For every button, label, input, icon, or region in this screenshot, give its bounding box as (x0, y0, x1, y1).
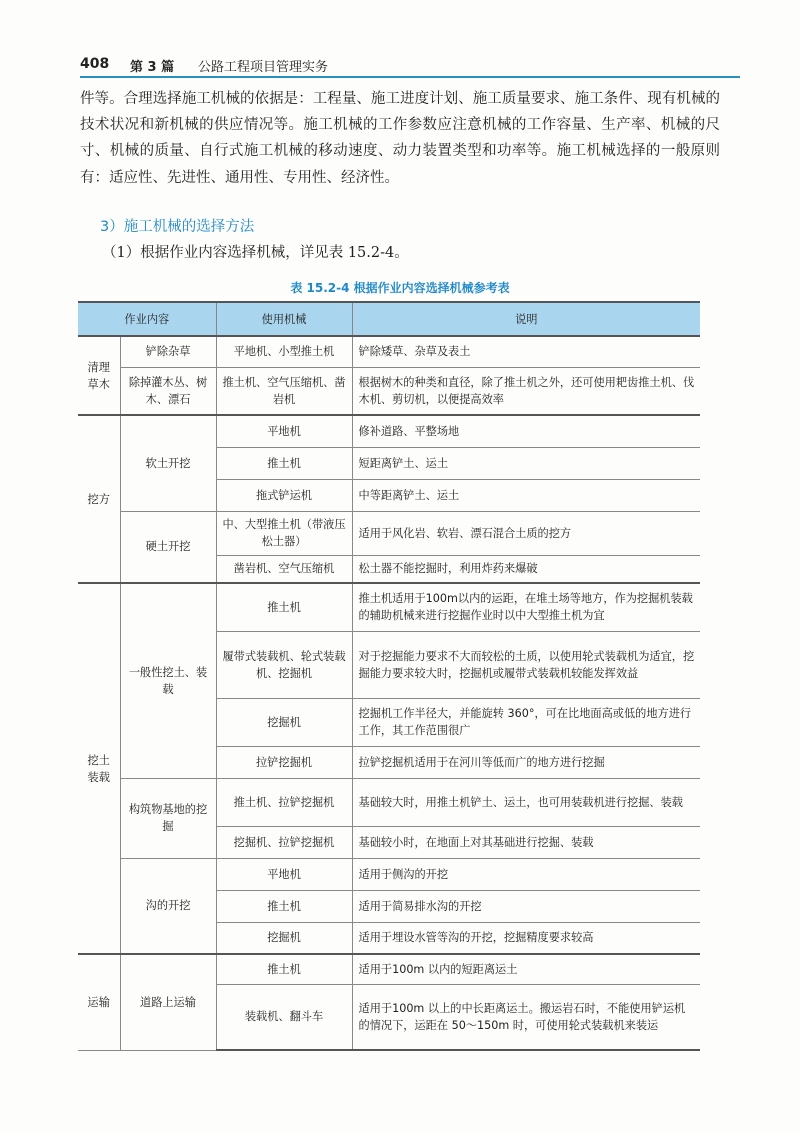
desc-cell: 适用于100m 以上的中长距离运土。搬运岩石时，不能使用铲运机的情况下，运距在 50～150m 时，可使用轮式装载机来装运 (352, 984, 700, 1050)
header-rule (80, 76, 740, 78)
machine-cell: 推土机 (216, 447, 352, 479)
table-title: 表 15.2-4 根据作业内容选择机械参考表 (290, 281, 510, 295)
group-clearing: 清理草木 (78, 336, 120, 415)
sub-cell: 铲除杂草 (120, 336, 216, 367)
table-row (78, 858, 700, 890)
desc-cell: 修补道路、平整场地 (352, 415, 700, 447)
desc-cell: 适用于侧沟的开挖 (352, 858, 700, 890)
desc-cell: 对于挖掘能力要求不大而较松的土质，以使用轮式装载机为适宜，挖掘能力要求较大时，挖掘机或履带式装载机较能发挥效益 (352, 631, 700, 698)
table-row (78, 367, 700, 415)
machine-cell: 推土机 (216, 954, 352, 984)
header-desc: 说明 (352, 302, 700, 336)
table-row (78, 336, 700, 367)
body-paragraph: 件等。合理选择施工机械的依据是：工程量、施工进度计划、施工质量要求、施工条件、现有机械的技术状况和新机械的供应情况等。施工机械的工作参数应注意机械的工作容量、生产率、机械的尺寸、机械的质量、自行式施工机械的移动速度、动力装置类型和功率等。施工机械选择的一般原则有：适应性、先进性、通用性、专用性、经济性。 (80, 91, 720, 186)
part-label: 第 3 篇 (130, 60, 175, 75)
desc-cell: 适用于埋设水管等沟的开挖，挖掘精度要求较高 (352, 922, 700, 954)
desc-cell: 基础较大时，用推土机铲土、运土，也可用装载机进行挖掘、装载 (352, 778, 700, 826)
desc-cell: 基础较小时，在地面上对其基础进行挖掘、装载 (352, 826, 700, 858)
machine-cell: 推土机 (216, 583, 352, 631)
desc-cell: 中等距离铲土、运土 (352, 479, 700, 511)
machine-cell: 平地机、小型推土机 (216, 336, 352, 367)
machine-cell: 推土机 (216, 890, 352, 922)
machine-cell: 凿岩机、空气压缩机 (216, 555, 352, 583)
sub-cell: 构筑物基地的挖掘 (120, 778, 216, 858)
sub-cell: 一般性挖土、装载 (120, 583, 216, 778)
table-row (78, 954, 700, 984)
page-header (80, 52, 740, 76)
desc-cell: 短距离铲土、运土 (352, 447, 700, 479)
desc-cell: 推土机适用于100m以内的运距，在堆土场等地方，作为挖掘机装载的辅助机械来进行挖掘作业时以中大型推土机为宜 (352, 583, 700, 631)
machine-cell: 挖掘机 (216, 698, 352, 746)
sub-cell: 道路上运输 (120, 954, 216, 1050)
machine-cell: 推土机、空气压缩机、凿岩机 (216, 367, 352, 415)
machine-cell: 挖掘机、拉铲挖掘机 (216, 826, 352, 858)
sub-cell: 软土开挖 (120, 415, 216, 511)
table-row (78, 511, 700, 555)
machine-cell: 履带式装载机、轮式装载机、挖掘机 (216, 631, 352, 698)
desc-cell: 适用于100m 以内的短距离运土 (352, 954, 700, 984)
group-digging: 挖方 (78, 415, 120, 583)
desc-cell: 根据树木的种类和直径，除了推土机之外，还可使用耙齿推土机、伐木机、剪切机，以便提高效率 (352, 367, 700, 415)
book-title: 公路工程项目管理实务 (198, 60, 329, 75)
header-content: 作业内容 (78, 302, 216, 336)
desc-cell: 挖掘机工作半径大，并能旋转 360°，可在比地面高或低的地方进行工作，其工作范围很广 (352, 698, 700, 746)
machine-cell: 挖掘机 (216, 922, 352, 954)
desc-cell: 铲除矮草、杂草及表土 (352, 336, 700, 367)
sub-cell: 沟的开挖 (120, 858, 216, 954)
desc-cell: 适用于风化岩、软岩、漂石混合土质的挖方 (352, 511, 700, 555)
header-machine: 使用机械 (216, 302, 352, 336)
table-row (78, 583, 700, 631)
desc-cell: 拉铲挖掘机适用于在河川等低而广的地方进行挖掘 (352, 746, 700, 778)
section-intro: （1）根据作业内容选择机械，详见表 15.2-4。 (102, 245, 409, 261)
machine-selection-table (78, 301, 700, 1051)
section-heading: 3）施工机械的选择方法 (100, 219, 255, 235)
desc-cell: 松土器不能挖掘时，利用炸药来爆破 (352, 555, 700, 583)
machine-cell: 拖式铲运机 (216, 479, 352, 511)
sub-cell: 除掉灌木丛、树木、漂石 (120, 367, 216, 415)
machine-cell: 平地机 (216, 415, 352, 447)
page-number: 408 (80, 56, 110, 72)
machine-cell: 推土机、拉铲挖掘机 (216, 778, 352, 826)
table-row (78, 415, 700, 447)
desc-cell: 适用于简易排水沟的开挖 (352, 890, 700, 922)
machine-cell: 装载机、翻斗车 (216, 984, 352, 1050)
machine-cell: 中、大型推土机（带液压松土器） (216, 511, 352, 555)
table-header-row (78, 302, 700, 336)
machine-cell: 平地机 (216, 858, 352, 890)
machine-cell: 拉铲挖掘机 (216, 746, 352, 778)
group-transport: 运输 (78, 954, 120, 1050)
group-loading: 挖土装载 (78, 583, 120, 954)
table-row (78, 778, 700, 826)
sub-cell: 硬土开挖 (120, 511, 216, 583)
